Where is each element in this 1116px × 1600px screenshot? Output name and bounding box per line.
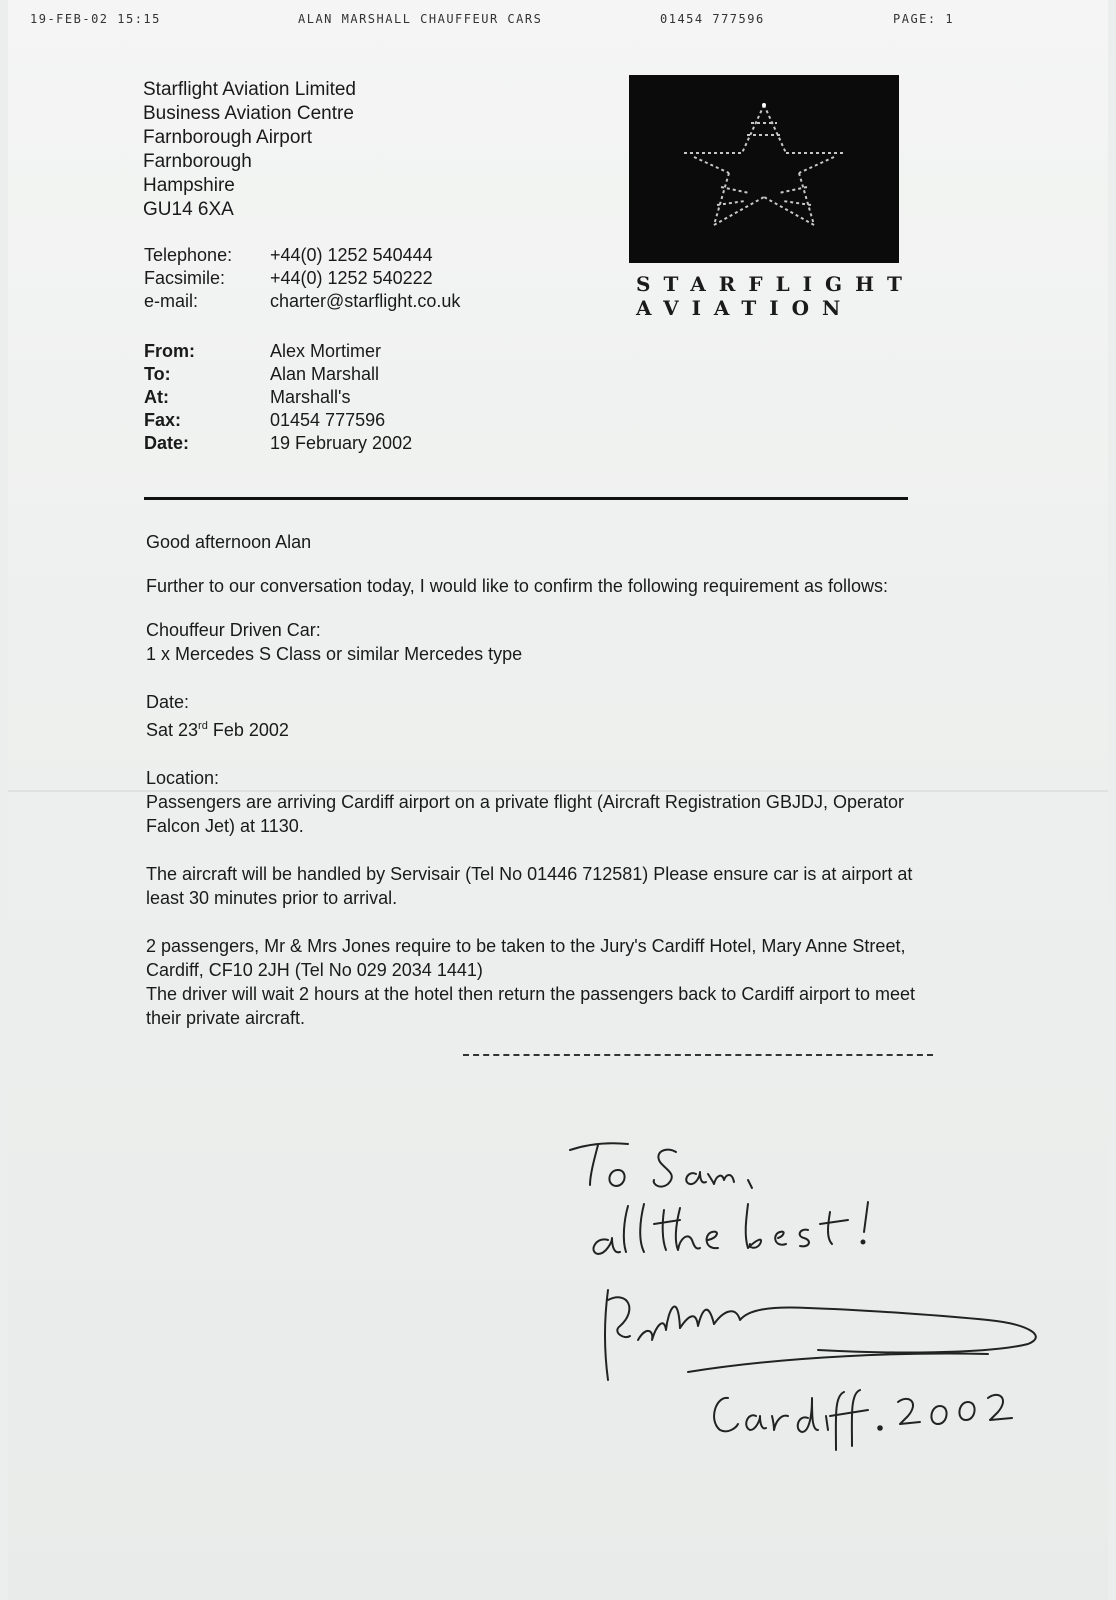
contact-details: [144, 244, 460, 313]
letter-body: [146, 530, 916, 1050]
fax-page: [8, 0, 1108, 1600]
car-section: [146, 618, 916, 666]
memo-date-row: [144, 432, 412, 455]
starflight-logo: [629, 75, 899, 263]
facsimile-row: [144, 267, 460, 290]
address-line: Farnborough Airport: [143, 127, 312, 148]
memo-fax-label: Fax:: [144, 410, 182, 430]
dashed-cut-line: [463, 1054, 933, 1056]
memo-from-value: Alex Mortimer: [270, 341, 382, 361]
memo-fax-row: [144, 409, 412, 432]
memo-at-row: [144, 386, 412, 409]
telephone-label: Telephone:: [144, 245, 233, 265]
memo-from-label: From:: [144, 341, 195, 361]
date-section: [146, 690, 916, 742]
star-icon: [629, 75, 899, 263]
address-postcode: GU14 6XA: [143, 199, 234, 220]
location-heading: Location:: [146, 768, 220, 788]
header-divider: [144, 497, 908, 500]
fax-transmission-header: [8, 12, 1108, 32]
memo-header: [144, 340, 412, 455]
email-row: [144, 290, 460, 313]
memo-to-row: [144, 363, 412, 386]
company-name: Starflight Aviation Limited: [143, 79, 356, 100]
driver-wait-details: The driver will wait 2 hours at the hotel then return the passengers back to Cardiff airport to meet their private aircraft.: [146, 984, 916, 1028]
memo-fax-value: 01454 777596: [270, 410, 386, 430]
facsimile-label: Facsimile:: [144, 268, 226, 288]
car-details: 1 x Mercedes S Class or similar Mercedes type: [146, 644, 523, 664]
memo-at-value: Marshall's: [270, 387, 351, 407]
date-heading: Date:: [146, 692, 190, 712]
memo-date-value: 19 February 2002: [270, 433, 413, 453]
fax-page-number: PAGE: 1: [893, 12, 955, 26]
fax-sender: ALAN MARSHALL CHAUFFEUR CARS: [298, 12, 543, 26]
address-line: Hampshire: [143, 175, 235, 196]
passengers-details: 2 passengers, Mr & Mrs Jones require to be taken to the Jury's Cardiff Hotel, Mary Anne Street, Cardiff, CF10 2JH (Tel No 029 2034 1441): [146, 936, 906, 980]
intro-paragraph: Further to our conversation today, I would like to confirm the following requirement as follows:: [146, 576, 889, 596]
date-value: Sat 23rd Feb 2002: [146, 720, 289, 740]
telephone-row: [144, 244, 460, 267]
memo-to-label: To:: [144, 364, 171, 384]
memo-at-label: At:: [144, 387, 169, 407]
car-heading: Chouffeur Driven Car:: [146, 620, 321, 640]
handling-paragraph: The aircraft will be handled by Servisair (Tel No 01446 712581) Please ensure car is at airport at least 30 minutes prior to arrival.: [146, 864, 913, 908]
fax-number: 01454 777596: [660, 12, 765, 26]
location-details: Passengers are arriving Cardiff airport on a private flight (Aircraft Registration GBJDJ, Operator Falcon Jet) at 1130.: [146, 792, 904, 836]
address-line: Farnborough: [143, 151, 252, 172]
handwritten-inscription: [568, 1140, 1088, 1470]
logo-wordmark-line2: AVIATION: [636, 296, 854, 320]
location-section: [146, 766, 916, 838]
email-label: e-mail:: [144, 291, 199, 311]
greeting: Good afternoon Alan: [146, 532, 312, 552]
address-line: Business Aviation Centre: [143, 103, 354, 124]
signature-icon: [568, 1140, 1088, 1470]
telephone-value: +44(0) 1252 540444: [270, 245, 433, 265]
memo-to-value: Alan Marshall: [270, 364, 380, 384]
passengers-paragraph: [146, 934, 916, 1030]
memo-date-label: Date:: [144, 433, 190, 453]
sender-address: [143, 78, 356, 222]
fax-datetime: 19-FEB-02 15:15: [30, 12, 161, 26]
memo-from-row: [144, 340, 412, 363]
facsimile-value: +44(0) 1252 540222: [270, 268, 433, 288]
email-value: charter@starflight.co.uk: [270, 291, 461, 311]
logo-wordmark-line1: STARFLIGHT: [636, 272, 915, 296]
